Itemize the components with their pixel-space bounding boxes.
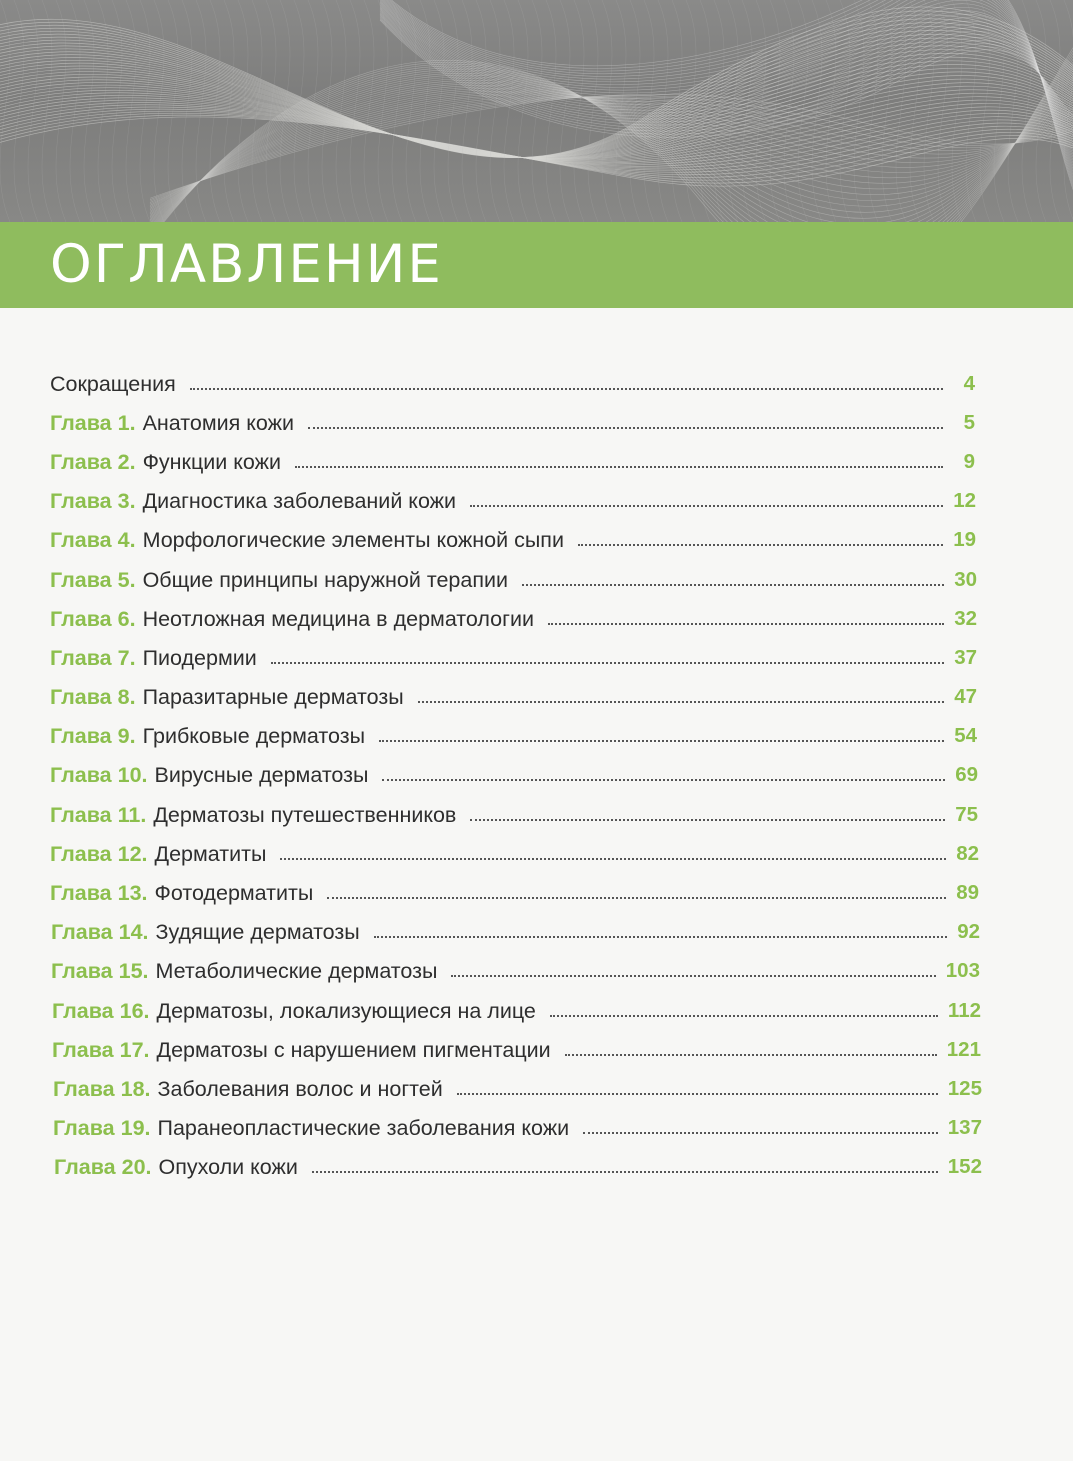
chapter-number: 3.	[117, 489, 136, 513]
page-number: 125	[947, 1077, 982, 1100]
toc-entry-label	[50, 761, 368, 789]
toc-entry-label	[50, 683, 404, 711]
page-number: 47	[954, 685, 977, 708]
toc-entry-label	[53, 1114, 569, 1142]
toc-entry	[50, 444, 975, 476]
toc-entry	[50, 562, 977, 594]
chapter-prefix: Глава	[51, 920, 113, 944]
toc-entry-label	[52, 997, 536, 1025]
toc-entry-label	[50, 370, 176, 398]
chapter-title: Фотодерматиты	[154, 881, 314, 905]
page-number: 82	[956, 842, 979, 865]
page-number: 112	[947, 999, 981, 1022]
chapter-title: Анатомия кожи	[142, 411, 294, 435]
chapter-number: 6.	[117, 607, 136, 631]
toc-entry	[54, 1149, 982, 1181]
chapter-title: Сокращения	[50, 372, 176, 396]
toc-entry	[50, 797, 978, 829]
chapter-prefix: Глава	[50, 881, 112, 905]
toc-entry	[51, 953, 980, 985]
dot-leader	[280, 858, 946, 860]
chapter-number: 5.	[117, 568, 136, 592]
page-number: 9	[963, 450, 975, 473]
chapter-prefix: Глава	[51, 959, 113, 983]
toc-entry-label	[51, 918, 360, 946]
toc-entry	[53, 1071, 982, 1103]
toc-entry-label	[50, 722, 365, 750]
chapter-number: 16.	[119, 999, 150, 1023]
chapter-number: 20.	[121, 1155, 152, 1179]
toc-entry-label	[50, 526, 564, 554]
toc-entry-label	[50, 566, 508, 594]
chapter-title: Дерматозы с нарушением пигментации	[156, 1038, 551, 1062]
toc-entry	[50, 836, 979, 868]
toc-entry-label	[51, 957, 437, 985]
chapter-prefix: Глава	[53, 1077, 115, 1101]
dot-leader	[578, 544, 943, 546]
chapter-prefix: Глава	[50, 607, 112, 631]
dot-leader	[374, 936, 947, 938]
toc-entry	[50, 366, 975, 398]
chapter-title: Заболевания волос и ногтей	[157, 1077, 443, 1101]
chapter-title: Паразитарные дерматозы	[142, 685, 404, 709]
page-number: 32	[954, 607, 977, 630]
toc-entry	[50, 640, 977, 672]
chapter-title: Диагностика заболеваний кожи	[142, 489, 457, 513]
dot-leader	[451, 975, 935, 977]
chapter-prefix: Глава	[53, 1116, 115, 1140]
chapter-number: 14.	[118, 920, 149, 944]
toc-entry-label	[50, 840, 266, 868]
chapter-title: Вирусные дерматозы	[154, 763, 369, 787]
dot-leader	[470, 819, 945, 821]
toc-entry	[50, 483, 976, 515]
chapter-prefix: Глава	[50, 685, 112, 709]
chapter-title: Дерматиты	[154, 842, 267, 866]
dot-leader	[550, 1015, 938, 1017]
page-number: 103	[945, 959, 980, 982]
chapter-prefix: Глава	[50, 724, 112, 748]
toc-entry-label	[50, 644, 257, 672]
chapter-prefix: Глава	[50, 568, 112, 592]
chapter-number: 1.	[117, 411, 136, 435]
chapter-prefix: Глава	[50, 450, 112, 474]
toc-entry-label	[54, 1153, 298, 1181]
chapter-title: Грибковые дерматозы	[142, 724, 366, 748]
dot-leader	[470, 505, 943, 507]
dot-leader	[382, 779, 945, 781]
toc-entry	[50, 679, 977, 711]
dot-leader	[565, 1054, 937, 1056]
dot-leader	[271, 662, 944, 664]
toc-entry	[52, 993, 981, 1025]
chapter-title: Метаболические дерматозы	[155, 959, 438, 983]
toc-entry	[50, 875, 979, 907]
chapter-number: 18.	[120, 1077, 151, 1101]
page-number: 152	[947, 1155, 982, 1178]
chapter-prefix: Глава	[50, 763, 112, 787]
toc-entry-label	[50, 879, 313, 907]
chapter-number: 19.	[120, 1116, 151, 1140]
toc-entry-label	[50, 409, 294, 437]
toc-entry	[51, 914, 980, 946]
page-number: 54	[954, 724, 977, 747]
chapter-title: Функции кожи	[142, 450, 282, 474]
toc-entry	[50, 757, 978, 789]
dot-leader	[583, 1132, 938, 1134]
page-number: 69	[955, 763, 978, 786]
chapter-number: 15.	[118, 959, 149, 983]
chapter-title: Неотложная медицина в дерматологии	[142, 607, 535, 631]
chapter-prefix: Глава	[52, 999, 114, 1023]
dot-leader	[190, 388, 943, 390]
toc-entry-label	[53, 1075, 443, 1103]
dot-leader	[548, 623, 944, 625]
dot-leader	[418, 701, 945, 703]
chapter-number: 11.	[117, 803, 147, 827]
chapter-number: 7.	[117, 646, 136, 670]
page-number: 12	[953, 489, 976, 512]
page-number: 19	[953, 528, 976, 551]
chapter-number: 13.	[117, 881, 148, 905]
chapter-number: 4.	[117, 528, 136, 552]
chapter-title: Общие принципы наружной терапии	[142, 568, 508, 592]
page-number: 5	[963, 411, 975, 434]
chapter-prefix: Глава	[52, 1038, 114, 1062]
chapter-prefix: Глава	[50, 528, 112, 552]
chapter-number: 10.	[117, 763, 148, 787]
dot-leader	[295, 466, 943, 468]
toc-entry-label	[50, 605, 534, 633]
chapter-title: Дерматозы путешественников	[153, 803, 457, 827]
page-number: 89	[956, 881, 979, 904]
dot-leader	[327, 897, 946, 899]
toc-entry	[50, 601, 977, 633]
toc-entry	[50, 718, 977, 750]
dot-leader	[308, 427, 943, 429]
chapter-prefix: Глава	[50, 842, 112, 866]
dot-leader	[457, 1093, 938, 1095]
chapter-number: 9.	[117, 724, 136, 748]
chapter-title: Пиодермии	[142, 646, 257, 670]
page-number: 37	[954, 646, 977, 669]
chapter-prefix: Глава	[50, 489, 112, 513]
chapter-prefix: Глава	[50, 646, 112, 670]
page-number: 30	[954, 568, 977, 591]
page-number: 92	[957, 920, 980, 943]
chapter-prefix: Глава	[50, 803, 112, 827]
toc-entry-label	[52, 1036, 551, 1064]
dot-leader	[522, 584, 944, 586]
chapter-number: 17.	[119, 1038, 150, 1062]
chapter-number: 8.	[117, 685, 136, 709]
toc-entry-label	[50, 801, 456, 829]
dot-leader	[312, 1171, 938, 1173]
chapter-title: Дерматозы, локализующиеся на лице	[156, 999, 536, 1023]
toc-entry	[52, 1032, 981, 1064]
dot-leader	[379, 740, 944, 742]
page-number: 75	[955, 803, 978, 826]
page-title: ОГЛАВЛЕНИЕ	[50, 234, 443, 295]
page-number: 4	[963, 372, 975, 395]
chapter-prefix: Глава	[54, 1155, 116, 1179]
toc-entry	[53, 1110, 982, 1142]
toc-entry	[50, 522, 976, 554]
chapter-number: 12.	[117, 842, 148, 866]
toc-entry-label	[50, 448, 281, 476]
chapter-title: Паранеопластические заболевания кожи	[157, 1116, 570, 1140]
chapter-title: Морфологические элементы кожной сыпи	[142, 528, 564, 552]
page-number: 121	[946, 1038, 981, 1061]
toc-entry-label	[50, 487, 456, 515]
chapter-title: Зудящие дерматозы	[155, 920, 360, 944]
page-number: 137	[947, 1116, 982, 1139]
chapter-prefix: Глава	[50, 411, 112, 435]
chapter-number: 2.	[117, 450, 136, 474]
toc-entry	[50, 405, 975, 437]
chapter-title: Опухоли кожи	[158, 1155, 298, 1179]
